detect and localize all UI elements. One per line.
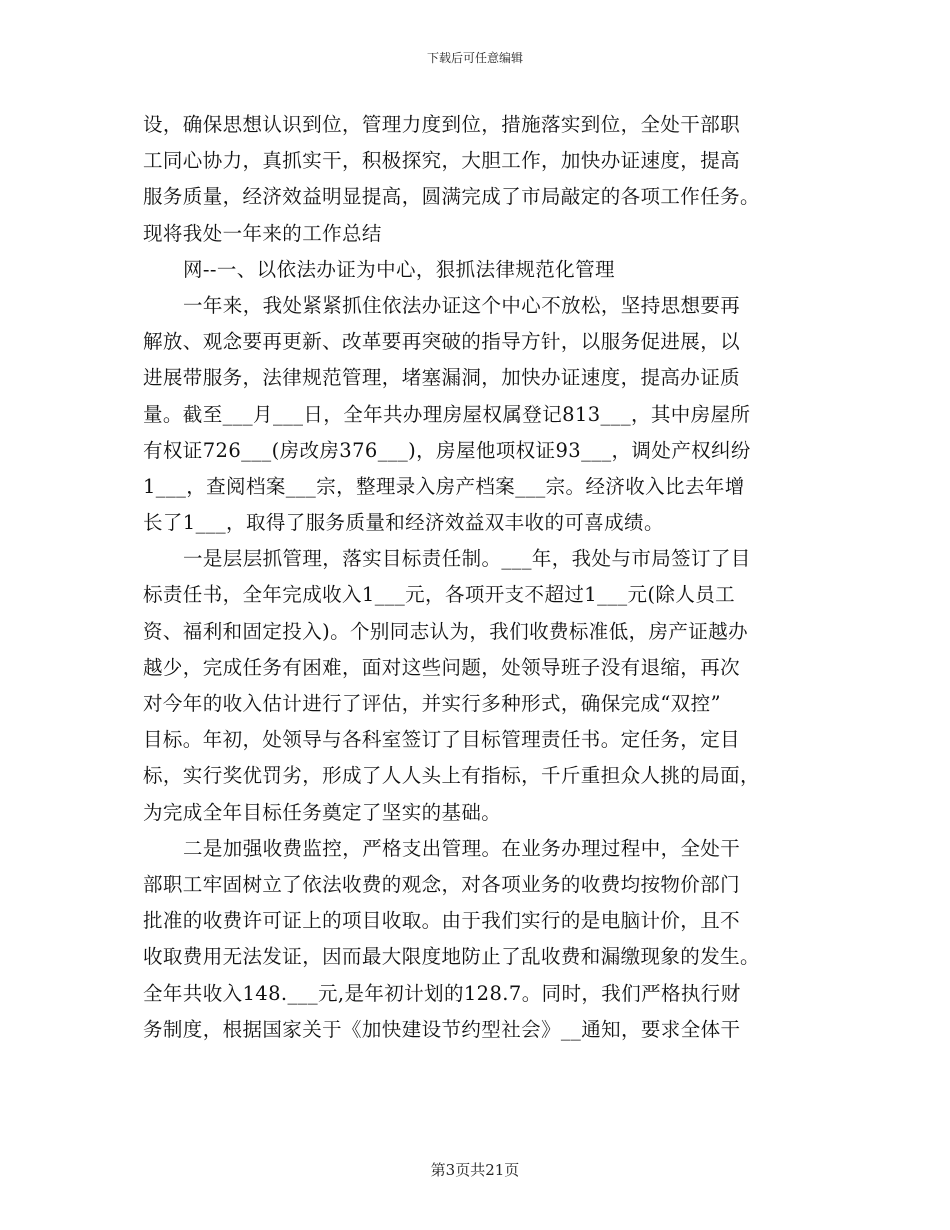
text-line: 对今年的收入估计进行了评估，并实行多种形式，确保完成“双控” — [143, 692, 721, 715]
text-line: 工同心协力，真抓实干，积极探究，大胆工作，加快办证速度，提高 — [143, 149, 741, 173]
page-header: 下载后可任意编辑 — [426, 51, 523, 65]
text-line: 部职工牢固树立了依法收费的观念，对各项业务的收费均按物价部门 — [143, 872, 741, 896]
page-number: 第3页共21页 — [430, 1161, 520, 1179]
text-line: 批准的收费许可证上的项目收取。由于我们实行的是电脑计价，且不 — [143, 909, 741, 933]
document-body — [143, 107, 823, 1048]
text-line: 1___，查阅档案___宗，整理录入房产档案___宗。经济收入比去年增 — [143, 474, 745, 498]
text-line: 进展带服务，法律规范管理，堵塞漏洞，加快办证速度，提高办证质 — [143, 366, 741, 390]
section-heading: 网--一、以依法办证为中心，狠抓法律规范化管理 — [183, 257, 615, 281]
text-line: 有权证726___(房改房376___)，房屋他项权证93___，调处产权纠纷 — [143, 438, 751, 462]
text-line: 一是层层抓管理，落实目标责任制。___年，我处与市局签订了目 — [183, 547, 751, 571]
text-line: 解放、观念要再更新、改革要再突破的指导方针，以服务促进展，以 — [143, 330, 741, 354]
text-line: 标，实行奖优罚劣，形成了人人头上有指标，千斤重担众人挑的局面， — [143, 764, 760, 788]
text-line: 设，确保思想认识到位，管理力度到位，措施落实到位，全处干部职 — [143, 113, 741, 136]
text-line: 目标。年初，处领导与各科室签订了目标管理责任书。定任务，定目 — [143, 728, 741, 752]
text-line: 资、福利和固定投入)。个别同志认为，我们收费标准低，房产证越办 — [143, 619, 749, 643]
text-line: 服务质量，经济效益明显提高，圆满完成了市局敲定的各项工作任务。 — [143, 185, 760, 209]
text-line: 现将我处一年来的工作总结 — [143, 221, 382, 245]
text-line: 标责任书，全年完成收入1___元，各项开支不超过1___元(除人员工 — [143, 583, 736, 607]
text-line: 量。截至___月___日，全年共办理房屋权属登记813___，其中房屋所 — [143, 402, 751, 426]
text-line: 全年共收入148.___元,是年初计划的128.7。同时，我们严格执行财 — [143, 981, 741, 1005]
text-line: 二是加强收费监控，严格支出管理。在业务办理过程中，全处干 — [183, 836, 741, 860]
text-line: 一年来，我处紧紧抓住依法办证这个中心不放松，坚持思想要再 — [183, 293, 741, 317]
text-line: 长了1___，取得了服务质量和经济效益双丰收的可喜成绩。 — [143, 511, 664, 535]
text-line: 为完成全年目标任务奠定了坚实的基础。 — [143, 800, 502, 824]
text-line: 收取费用无法发证，因而最大限度地防止了乱收费和漏缴现象的发生。 — [143, 945, 760, 969]
text-line: 越少，完成任务有困难，面对这些问题，处领导班子没有退缩，再次 — [143, 655, 741, 679]
text-line: 务制度，根据国家关于《加快建设节约型社会》__通知，要求全体干 — [143, 1017, 741, 1041]
